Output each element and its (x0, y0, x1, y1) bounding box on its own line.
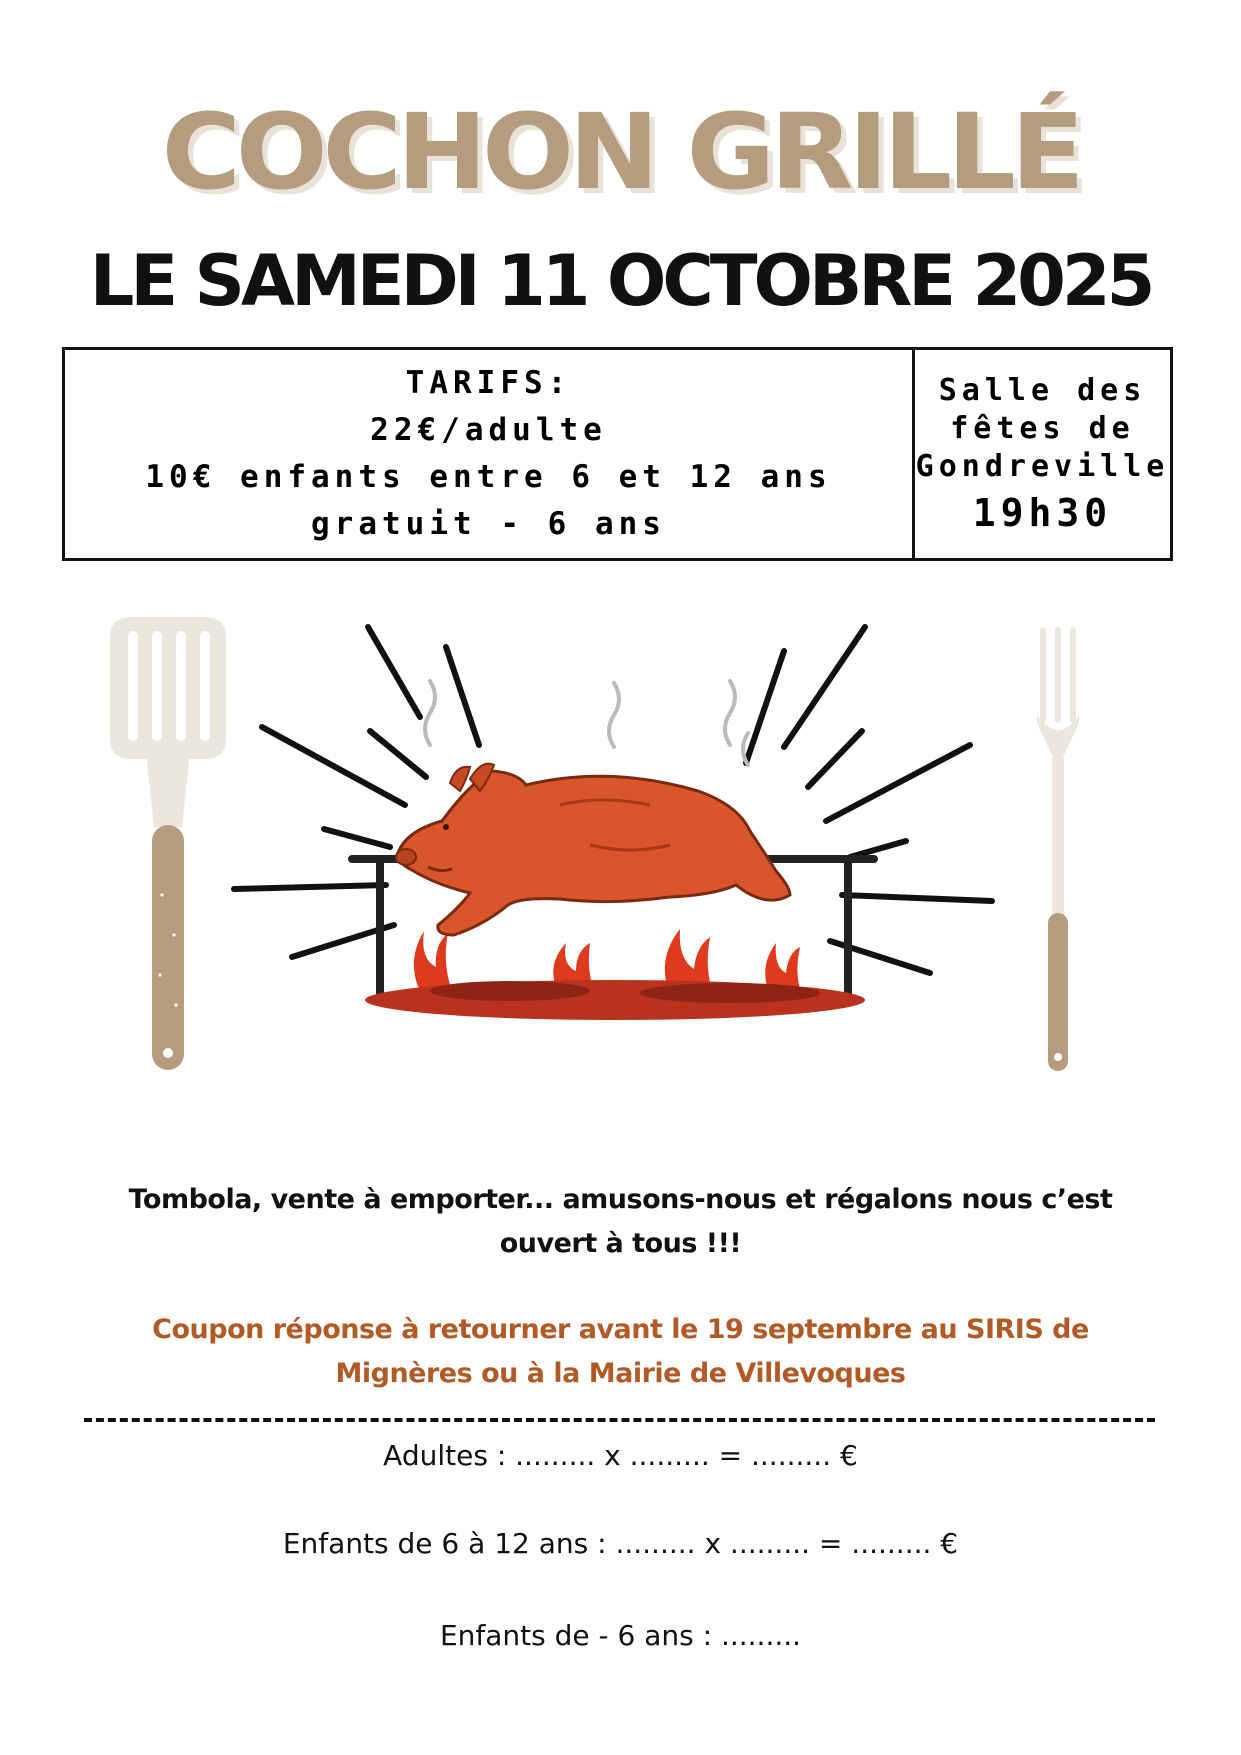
form-children[interactable]: Enfants de 6 à 12 ans : ......... x ......... = ......... € (282, 1527, 959, 1560)
tarifs-panel (65, 350, 915, 558)
roast-pig-illustration (90, 595, 1151, 1085)
tarif-adult: 22€/adulte (370, 412, 607, 448)
coupon-line-2: Mignères ou à la Mairie de Villevoques (335, 1358, 906, 1389)
event-time: 19h30 (972, 491, 1113, 535)
fork-icon (1037, 627, 1079, 1071)
tombola-line-2: ouvert à tous !!! (499, 1228, 742, 1259)
form-adults[interactable]: Adultes : ......... x ......... = ......... € (383, 1439, 858, 1472)
tombola-line-1: Tombola, vente à emporter... amusons-nous et régalons nous c’est (128, 1184, 1113, 1215)
event-date: LE SAMEDI 11 OCTOBRE 2025 (89, 240, 1152, 322)
tombola-text (60, 1178, 1181, 1266)
venue-line-2: fêtes de (950, 411, 1135, 446)
coals (365, 980, 865, 1020)
coupon-notice (60, 1308, 1181, 1396)
venue-line-3: Gondreville (915, 449, 1170, 484)
roasted-pig (396, 764, 790, 935)
form-under-6[interactable]: Enfants de - 6 ans : ......... (439, 1619, 802, 1652)
tarif-free: gratuit - 6 ans (311, 506, 666, 542)
cut-line (84, 1418, 1155, 1422)
info-box (62, 347, 1173, 561)
tarifs-heading: TARIFS: (405, 365, 572, 401)
venue-panel (915, 350, 1170, 558)
coupon-line-1: Coupon réponse à retourner avant le 19 septembre au SIRIS de (152, 1314, 1089, 1345)
tarif-children: 10€ enfants entre 6 et 12 ans (145, 459, 832, 495)
venue-line-1: Salle des (938, 373, 1147, 408)
spatula-icon (110, 617, 226, 1070)
event-title: COCHON GRILLÉ (161, 91, 1080, 213)
